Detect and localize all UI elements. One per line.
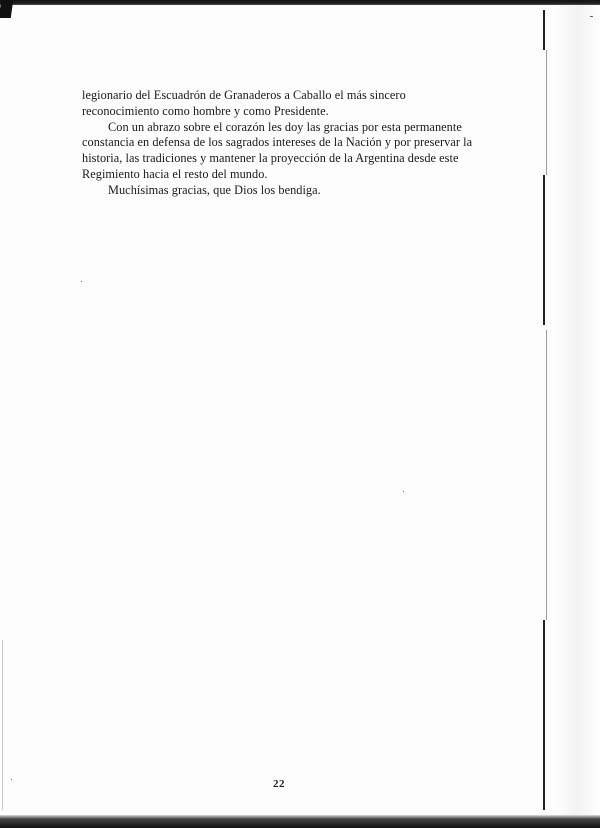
scan-bottom-edge [0, 815, 600, 828]
text-line: legionario del Escuadrón de Granaderos a Caballo el más sincero [82, 88, 406, 102]
text-line: Regimiento hacia el resto del mundo. [82, 166, 268, 181]
scan-corner-mark [0, 0, 13, 18]
scan-edge-line [546, 50, 547, 175]
text-line: constancia en defensa de los sagrados intereses de la Nación y por preservar la [82, 135, 473, 150]
scan-speck [403, 491, 404, 492]
scan-top-edge [0, 0, 600, 5]
scan-edge-line [543, 10, 545, 50]
scan-speck [81, 281, 82, 282]
text-line: historia, las tradiciones y mantener la proyección de la Argentina desde este [82, 151, 459, 166]
scan-right-margin [544, 5, 600, 817]
scan-edge-line [543, 175, 545, 325]
text-line: reconocimiento como hombre y como Presidente. [82, 103, 329, 118]
body-text [82, 88, 502, 199]
scan-speck [590, 16, 593, 17]
scan-edge-line [546, 330, 547, 620]
text-line: Muchísimas gracias, que Dios los bendiga. [108, 182, 321, 197]
page-number: 22 [273, 778, 285, 790]
text-line: Con un abrazo sobre el corazón les doy las gracias por esta permanente [108, 119, 462, 134]
